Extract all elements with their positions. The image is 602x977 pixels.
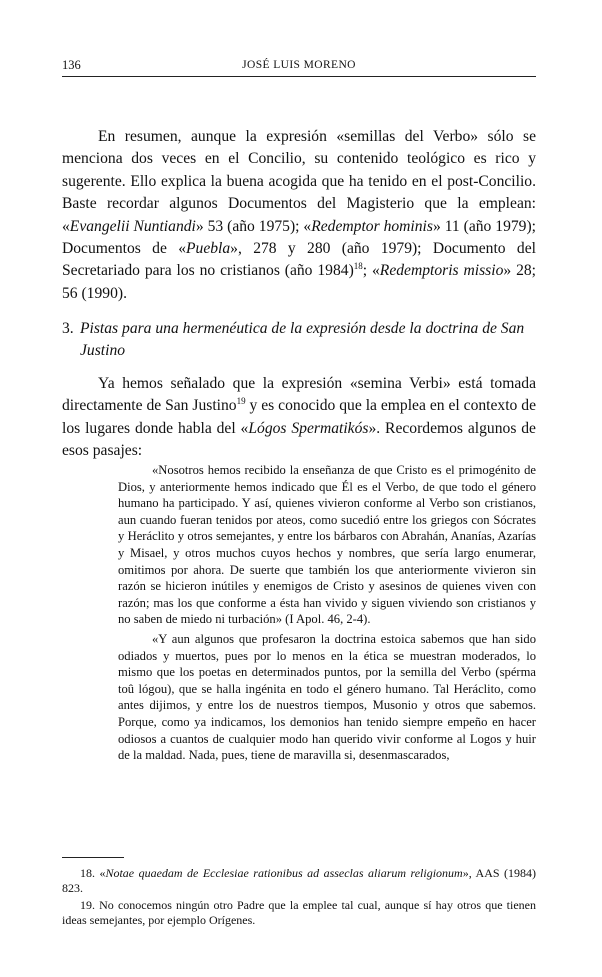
- text-run: », AAS (1984) 823.: [62, 866, 537, 896]
- page-number: 136: [62, 58, 81, 72]
- footnotes: [62, 866, 536, 930]
- footnote-divider: [62, 857, 124, 858]
- body-text-1: [62, 126, 536, 305]
- text-run: ; «: [362, 262, 380, 280]
- footnote-label: 18.: [80, 866, 95, 880]
- text-run: » 53 (año 1975); «: [195, 217, 312, 235]
- page-header: [62, 56, 536, 77]
- footnote-ref-19[interactable]: 19: [236, 396, 246, 407]
- quote-paragraph-1: «Nosotros hemos recibido la enseñanza de que Cristo es el primogénito de Dios, y anteriormente hemos indicado que Él es el Verbo, de que todo el género humano ha participado. Y así, quienes vivieron conforme al Verbo son cristianos, aun cuando fueran tenidos por ateos, como sucedió entre los griegos con Sócrates y Heráclito y otros semejantes, y entre los bárbaros con Abrahán, Ananías, Azarías y Misael, y otros muchos cuyos hechos y nombres, que sería largo enumerar, omitimos por ahora. De suerte que también los que anteriormente vivieron sin razón se hicieron inútiles y enemigos de Cristo y asesinos de quienes viven con razón; mas los que conforme a ésta han vivido y siguen viviendo son cristianos y no saben de miedo ni turbación» (I Apol. 46, 2-4).: [118, 463, 536, 627]
- text-run: En resumen, aunque la expresión «semillas del Verbo» sólo se menciona dos veces en el Concilio, su contenido teológico es rico y sugerente. Ello explica la buena acogida que ha tenido en el post-Concilio. Baste recordar algunos Documentos del Magisterio que la emplean: «: [62, 128, 536, 235]
- body-text-2: [62, 373, 536, 463]
- section-title: Pistas para una hermenéutica de la expresión desde la doctrina de San Justino: [80, 320, 525, 360]
- footnote-18: [62, 866, 536, 897]
- text-run: » 11 (año 1979); Documentos de «: [62, 217, 536, 258]
- title-redemptoris-missio: Redemptoris missio: [379, 262, 504, 280]
- paragraph-summary: [62, 126, 536, 305]
- running-head: JOSÉ LUIS MORENO: [242, 59, 356, 71]
- text-run: », 278 y 280 (año 1979); Documento del Secretariado para los no cristianos (año 1984): [62, 240, 536, 280]
- text-run: y es conocido que la emplea en el contexto de los lugares donde habla del «: [62, 397, 536, 437]
- term-logos-spermatikos: Lógos Spermatikós: [248, 419, 369, 437]
- section-heading: [62, 318, 536, 363]
- section-number: 3.: [62, 320, 74, 337]
- text-run: ». Recordemos algunos de esos pasajes:: [62, 419, 536, 460]
- text-run: » 28; 56 (1990).: [62, 262, 536, 302]
- footnote-label: 19.: [80, 897, 95, 912]
- footnote-text: No conocemos ningún otro Padre que la emplee tal cual, aunque sí hay otros que tienen ideas semejantes, por ejemplo Orígenes.: [62, 897, 536, 928]
- text-run: Ya hemos señalado que la expresión «semina Verbi» está tomada directamente de San Justino: [62, 375, 536, 415]
- text-run: «: [99, 866, 106, 880]
- block-quote: [118, 462, 536, 767]
- paragraph-justino: [62, 373, 536, 463]
- footnote-title: Notae quaedam de Ecclesiae rationibus ad asseclas aliarum religionum: [105, 866, 463, 880]
- title-puebla: Puebla: [186, 240, 231, 258]
- footnote-19: [62, 898, 536, 929]
- quote-paragraph-2: «Y aun algunos que profesaron la doctrina estoica sabemos que han sido odiados y muertos, pues por lo menos en la ética se muestran moderados, lo mismo que los poetas en determinados puntos, por la semilla del Verbo (spérma toû lógou), que se halla ingénita en todo el género humano. Tal Heráclito, como antes dijimos, y entre los de nuestros tiempos, Musonio y otros que sabemos. Porque, como ya indicamos, los demonios han tenido siempre empeño en hacer odiosos a cuantos de cualquier modo han querido vivir conforme al Logos y huir de la maldad. Nada, pues, tiene de maravilla si, desenmascarados,: [118, 631, 536, 763]
- title-evangelii-nuntiandi: Evangelii Nuntiandi: [69, 217, 196, 235]
- title-redemptor-hominis: Redemptor hominis: [311, 217, 433, 235]
- footnote-ref-18[interactable]: 18: [353, 261, 363, 272]
